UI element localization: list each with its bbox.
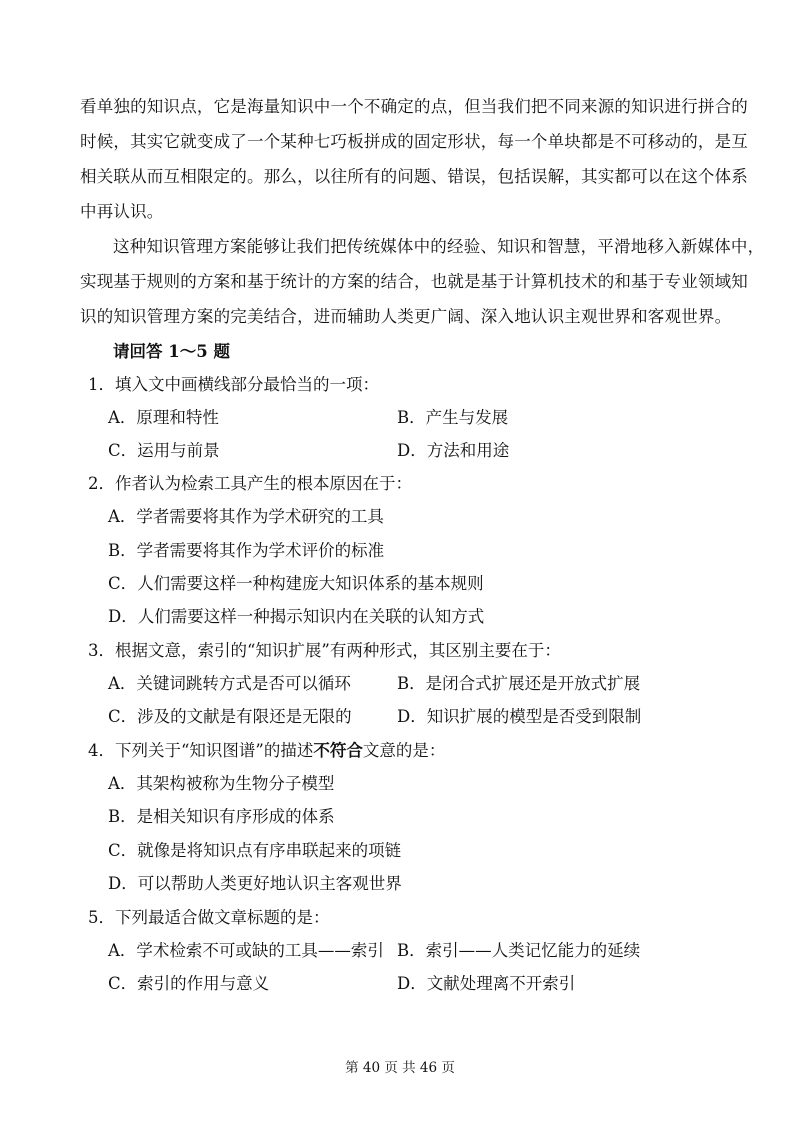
question-3-option-c[interactable]: C．涉及的文献是有限还是无限的 (108, 707, 352, 726)
page-number-footer: 第 40 页 共 46 页 (345, 1060, 455, 1076)
passage-line: 识的知识管理方案的完美结合，进而辅助人类更广阔、深入地认识主观世界和客观世界。 (80, 307, 732, 326)
passage-line: 中再认识。 (80, 202, 164, 221)
passage-line: 时候，其实它就变成了一个某种七巧板拼成的固定形状，每一个单块都是不可移动的，是互 (80, 132, 748, 151)
question-5-option-b[interactable]: B．索引——人类记忆能力的延续 (397, 941, 641, 960)
question-2-option-c[interactable]: C．人们需要这样一种构建庞大知识体系的基本规则 (108, 574, 484, 593)
question-4-stem-emphasis: 不符合 (313, 741, 363, 760)
passage-line: 这种知识管理方案能够让我们把传统媒体中的经验、知识和智慧，平滑地移入新媒体中， (113, 237, 765, 256)
question-1-option-c[interactable]: C．运用与前景 (108, 441, 220, 460)
question-2-option-a[interactable]: A．学者需要将其作为学术研究的工具 (108, 507, 384, 526)
question-5-option-a[interactable]: A．学术检索不可或缺的工具——索引 (108, 941, 384, 960)
passage-line: 看单独的知识点，它是海量知识中一个不确定的点，但当我们把不同来源的知识进行拼合的 (80, 97, 748, 116)
question-3-option-d[interactable]: D．知识扩展的模型是否受到限制 (397, 707, 642, 726)
question-3-option-b[interactable]: B．是闭合式扩展还是开放式扩展 (397, 674, 641, 693)
question-5-stem: 5．下列最适合做文章标题的是： (88, 908, 330, 927)
question-4-option-c[interactable]: C．就像是将知识点有序串联起来的项链 (108, 841, 402, 860)
question-1-option-a[interactable]: A．原理和特性 (108, 408, 219, 427)
question-5-option-d[interactable]: D．文献处理离不开索引 (397, 974, 576, 993)
question-2-option-b[interactable]: B．学者需要将其作为学术评价的标准 (108, 541, 385, 560)
question-1-stem: 1．填入文中画横线部分最恰当的一项： (88, 375, 379, 394)
question-2-option-d[interactable]: D．人们需要这样一种揭示知识内在关联的认知方式 (108, 607, 485, 626)
question-4-stem (88, 737, 445, 761)
section-heading: 请回答 1～5 题 (113, 342, 230, 361)
question-4-option-a[interactable]: A．其架构被称为生物分子模型 (108, 774, 335, 793)
passage-line: 相关联从而互相限定的。那么，以往所有的问题、错误，包括误解，其实都可以在这个体系 (80, 167, 748, 186)
question-5-option-c[interactable]: C．索引的作用与意义 (108, 974, 270, 993)
question-3-stem: 3．根据文意，索引的“知识扩展”有两种形式，其区别主要在于： (88, 641, 561, 660)
passage-line: 实现基于规则的方案和基于统计的方案的结合，也就是基于计算机技术的和基于专业领域知 (80, 272, 748, 291)
question-3-option-a[interactable]: A．关键词跳转方式是否可以循环 (108, 674, 351, 693)
question-1-option-d[interactable]: D．方法和用途 (397, 441, 510, 460)
question-4-stem-before: 4．下列关于“知识图谱”的描述 (88, 741, 314, 760)
question-1-option-b[interactable]: B．产生与发展 (397, 408, 509, 427)
question-2-stem: 2．作者认为检索工具产生的根本原因在于： (88, 474, 412, 493)
question-4-stem-after: 文意的是： (362, 741, 446, 760)
question-4-option-d[interactable]: D．可以帮助人类更好地认识主客观世界 (108, 874, 402, 893)
question-4-option-b[interactable]: B．是相关知识有序形成的体系 (108, 807, 335, 826)
